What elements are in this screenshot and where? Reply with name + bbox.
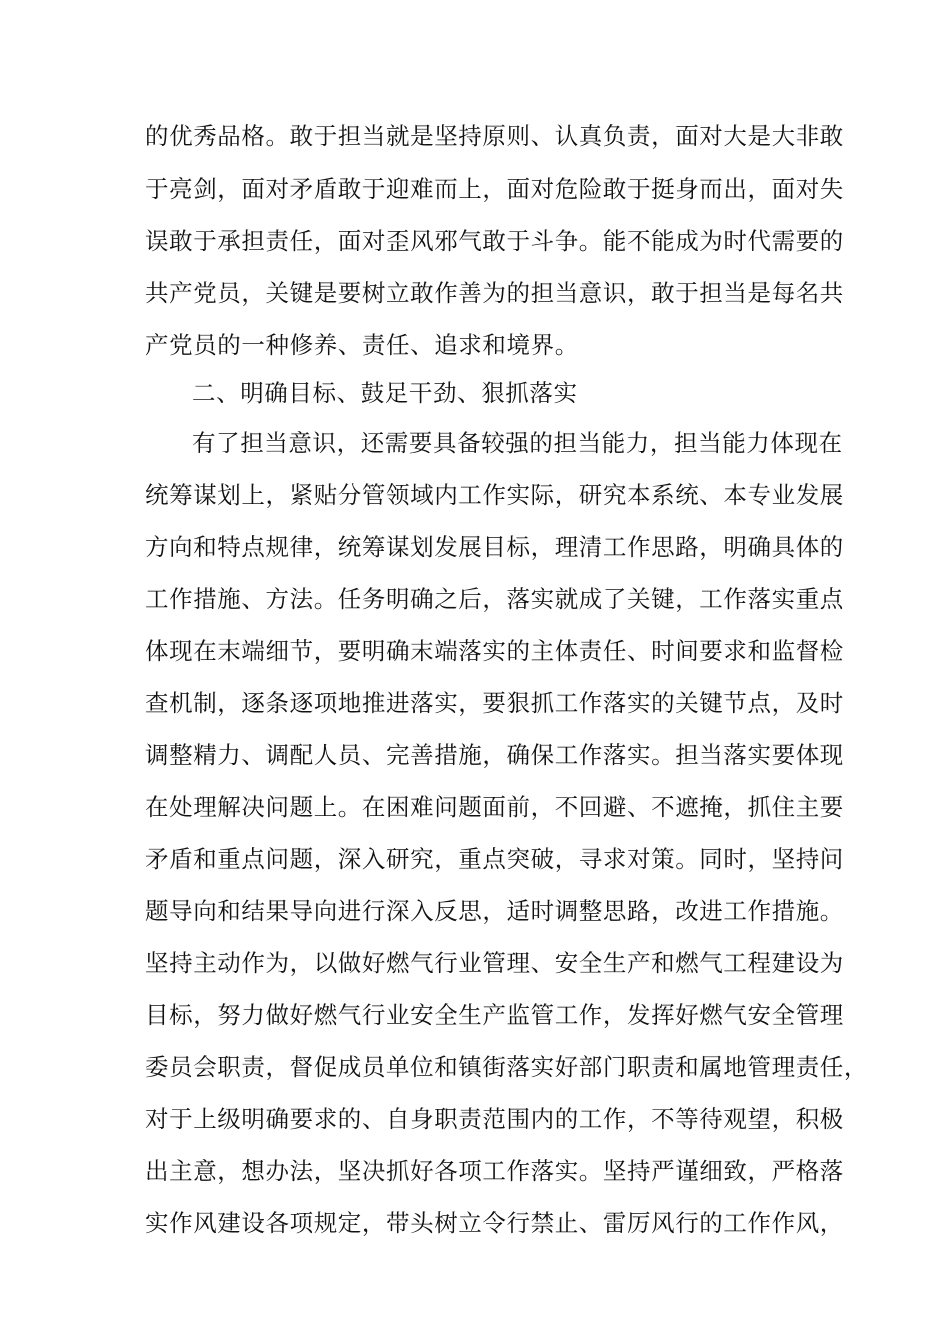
text-line: 委员会职责，督促成员单位和镇街落实好部门职责和属地管理责任， <box>145 1053 868 1081</box>
text-line: 共产党员，关键是要树立敢作善为的担当意识，敢于担当是每名共 <box>145 279 844 307</box>
text-line: 目标，努力做好燃气行业安全生产监管工作，发挥好燃气安全管理 <box>145 1001 844 1029</box>
text-line: 查机制，逐条逐项地推进落实，要狠抓工作落实的关键节点，及时 <box>145 689 844 717</box>
text-line: 在处理解决问题上。在困难问题面前，不回避、不遮掩，抓住主要 <box>145 793 844 821</box>
section-heading: 二、明确目标、鼓足干劲、狠抓落实 <box>192 379 578 407</box>
text-line: 的优秀品格。敢于担当就是坚持原则、认真负责，面对大是大非敢 <box>145 122 844 150</box>
text-line: 体现在末端细节，要明确末端落实的主体责任、时间要求和监督检 <box>145 637 844 665</box>
text-line: 产党员的一种修养、责任、追求和境界。 <box>145 331 579 359</box>
text-line: 于亮剑，面对矛盾敢于迎难而上，面对危险敢于挺身而出，面对失 <box>145 175 844 203</box>
text-line: 对于上级明确要求的、自身职责范围内的工作，不等待观望，积极 <box>145 1105 844 1133</box>
text-line: 误敢于承担责任，面对歪风邪气敢于斗争。能不能成为时代需要的 <box>145 227 844 255</box>
text-line: 坚持主动作为，以做好燃气行业管理、安全生产和燃气工程建设为 <box>145 949 844 977</box>
text-line: 实作风建设各项规定，带头树立令行禁止、雷厉风行的工作作风， <box>145 1209 844 1237</box>
text-line: 调整精力、调配人员、完善措施，确保工作落实。担当落实要体现 <box>145 741 844 769</box>
text-line: 方向和特点规律，统筹谋划发展目标，理清工作思路，明确具体的 <box>145 533 844 561</box>
text-line: 统筹谋划上，紧贴分管领域内工作实际，研究本系统、本专业发展 <box>145 481 844 509</box>
text-line: 工作措施、方法。任务明确之后，落实就成了关键，工作落实重点 <box>145 585 844 613</box>
text-line: 出主意，想办法，坚决抓好各项工作落实。坚持严谨细致，严格落 <box>145 1157 844 1185</box>
text-line: 矛盾和重点问题，深入研究，重点突破，寻求对策。同时，坚持问 <box>145 845 844 873</box>
text-line: 题导向和结果导向进行深入反思，适时调整思路，改进工作措施。 <box>145 897 844 925</box>
paragraph-first-line: 有了担当意识，还需要具备较强的担当能力，担当能力体现在 <box>192 429 843 457</box>
